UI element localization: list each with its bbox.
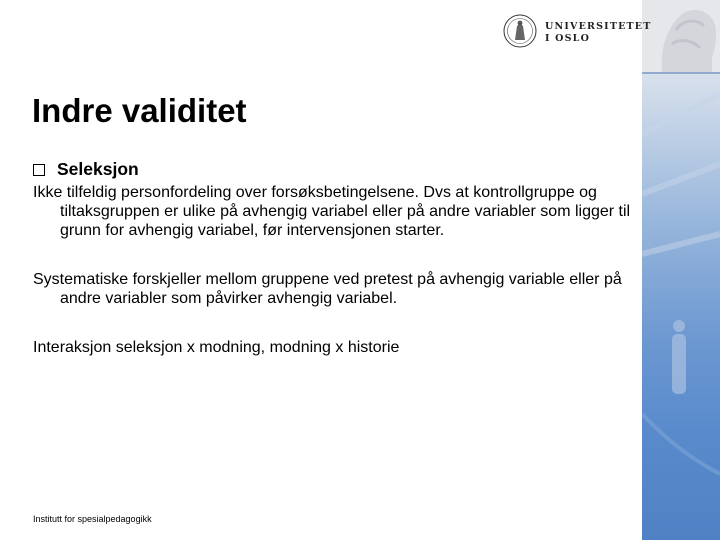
slide-title: Indre validitet <box>32 92 247 129</box>
bullet-heading-text: Seleksjon <box>57 159 139 179</box>
logo-line-1: UNIVERSITETET <box>545 21 652 32</box>
statue-relief-icon <box>642 0 720 72</box>
university-seal-icon <box>503 14 537 48</box>
footer-institute: Institutt for spesialpedagogikk <box>33 514 152 524</box>
strip-gradient <box>642 74 720 540</box>
paragraph-1: Ikke tilfeldig personfordeling over forsøksbetingelsene. Dvs at kontrollgruppe og tiltaksgruppen er ulike på avhengig variabel eller på andre variabler som ligger til grunn for avhengig variabel, før intervensjonen starter. <box>33 184 631 239</box>
sculpture-silhouette-icon <box>642 74 720 540</box>
decorative-side-strip <box>642 0 720 540</box>
paragraph-2: Systematiske forskjeller mellom gruppene ved pretest på avhengig variable eller på andre variabler som påvirker avhengig variabel. <box>33 271 622 307</box>
slide-body <box>33 160 633 387</box>
strip-statue-area <box>642 0 720 72</box>
logo-text <box>545 21 652 45</box>
university-logo <box>503 14 652 52</box>
bullet-heading <box>33 160 633 179</box>
logo-line-2: I OSLO <box>545 33 591 44</box>
paragraph-3: Interaksjon seleksjon x modning, modning x historie <box>33 339 400 356</box>
checkbox-icon <box>33 164 45 176</box>
